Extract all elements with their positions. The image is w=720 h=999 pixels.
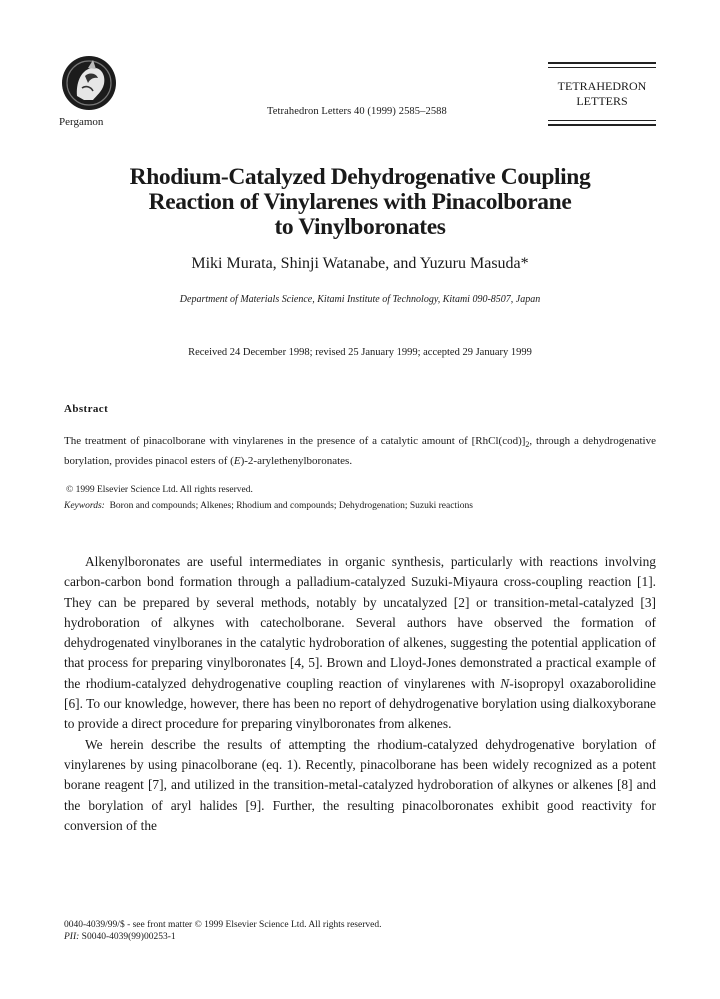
abstract-heading: Abstract xyxy=(64,403,109,415)
body-text-part: -isopropyl oxazaborolidine [6]. To our knowledge, however, there has been no report of dehydrogenative borylation using dialkoxyborane to provide a direct procedure for preparing vinylboronates from alkenes. xyxy=(64,675,656,732)
affiliation: Department of Materials Science, Kitami Institute of Technology, Kitami 090-8507, Japan xyxy=(179,294,541,305)
footer-pii xyxy=(64,931,381,943)
keywords-list: Boron and compounds; Alkenes; Rhodium and compounds; Dehydrogenation; Suzuki reactions xyxy=(109,501,473,511)
abstract-text-part: )-2-arylethenylboronates. xyxy=(240,455,353,468)
title-line: to Vinylboronates xyxy=(274,214,446,240)
keywords xyxy=(64,501,473,511)
journal-citation: Tetrahedron Letters 40 (1999) 2585–2588 xyxy=(267,106,447,117)
elsevier-logo xyxy=(60,54,118,112)
header-rule-top-thin xyxy=(548,67,656,68)
abstract-copyright: © 1999 Elsevier Science Ltd. All rights reserved. xyxy=(66,485,253,495)
header-rule-bottom-thin xyxy=(548,120,656,121)
body-paragraph xyxy=(64,552,656,735)
keywords-label: Keywords: xyxy=(64,501,105,511)
journal-name xyxy=(548,79,656,109)
abstract-text-part: , through a dehydrogenative borylation, provides pinacol esters of ( xyxy=(64,435,656,468)
logo-seal-icon xyxy=(60,54,118,112)
received-dates: Received 24 December 1998; revised 25 January 1999; accepted 29 January 1999 xyxy=(188,347,532,358)
abstract-subscript: 2 xyxy=(525,440,530,450)
pii-value: S0040-4039(99)00253-1 xyxy=(79,932,176,942)
body-italic-n: N xyxy=(500,675,510,691)
journal-name-line2: LETTERS xyxy=(576,94,628,108)
pii-label: PII: xyxy=(64,932,80,942)
body-paragraph: We herein describe the results of attempting the rhodium-catalyzed dehydrogenative borylation of vinylarenes by using pinacolborane (eq. 1). Recently, pinacolborane has been widely recognized as a potent borane reagent [7], and utilized in the transition-metal-catalyzed hydroboration of alkynes or alkenes [8] and the borylation of aryl halides [9]. Further, the resulting pinacolboronates exhibit good reactivity for conversion of the xyxy=(64,736,656,833)
abstract-italic-e: E xyxy=(233,455,241,468)
body-text-part: Alkenylboronates are useful intermediates in organic synthesis, particularly with reactions involving carbon-carbon bond formation through a palladium-catalyzed Suzuki-Miyaura cross-coupling reaction [1]. They can be prepared by several methods, notably by uncatalyzed [2] or transition-metal-catalyzed [3] hydroboration of alkynes with catecholborane. Several authors have observed the formation of dehydrogenated vinylboranes in the catalytic hydroboration of alkenes, suggesting the potential application of that process for preparing vinylboronates [4, 5]. Brown and Lloyd-Jones demonstrated a practical example of the rhodium-catalyzed dehydrogenative coupling reaction of vinylarenes with xyxy=(64,554,656,691)
abstract-text xyxy=(64,433,656,469)
publisher-name: Pergamon xyxy=(59,116,104,128)
article-title xyxy=(60,165,660,240)
title-line: Rhodium-Catalyzed Dehydrogenative Coupling xyxy=(129,164,591,190)
header-rule-top xyxy=(548,62,656,64)
journal-name-line1: TETRAHEDRON xyxy=(557,79,647,93)
abstract-text-part: The treatment of pinacolborane with vinylarenes in the presence of a catalytic amount of [RhCl(cod)] xyxy=(64,435,526,447)
author-list: Miki Murata, Shinji Watanabe, and Yuzuru Masuda* xyxy=(191,255,529,272)
body-text xyxy=(64,552,656,836)
footer xyxy=(64,919,381,943)
header-rule-bottom xyxy=(548,124,656,126)
title-line: Reaction of Vinylarenes with Pinacolborane xyxy=(148,189,572,215)
footer-copyright: 0040-4039/99/$ - see front matter © 1999 Elsevier Science Ltd. All rights reserved. xyxy=(64,920,382,930)
